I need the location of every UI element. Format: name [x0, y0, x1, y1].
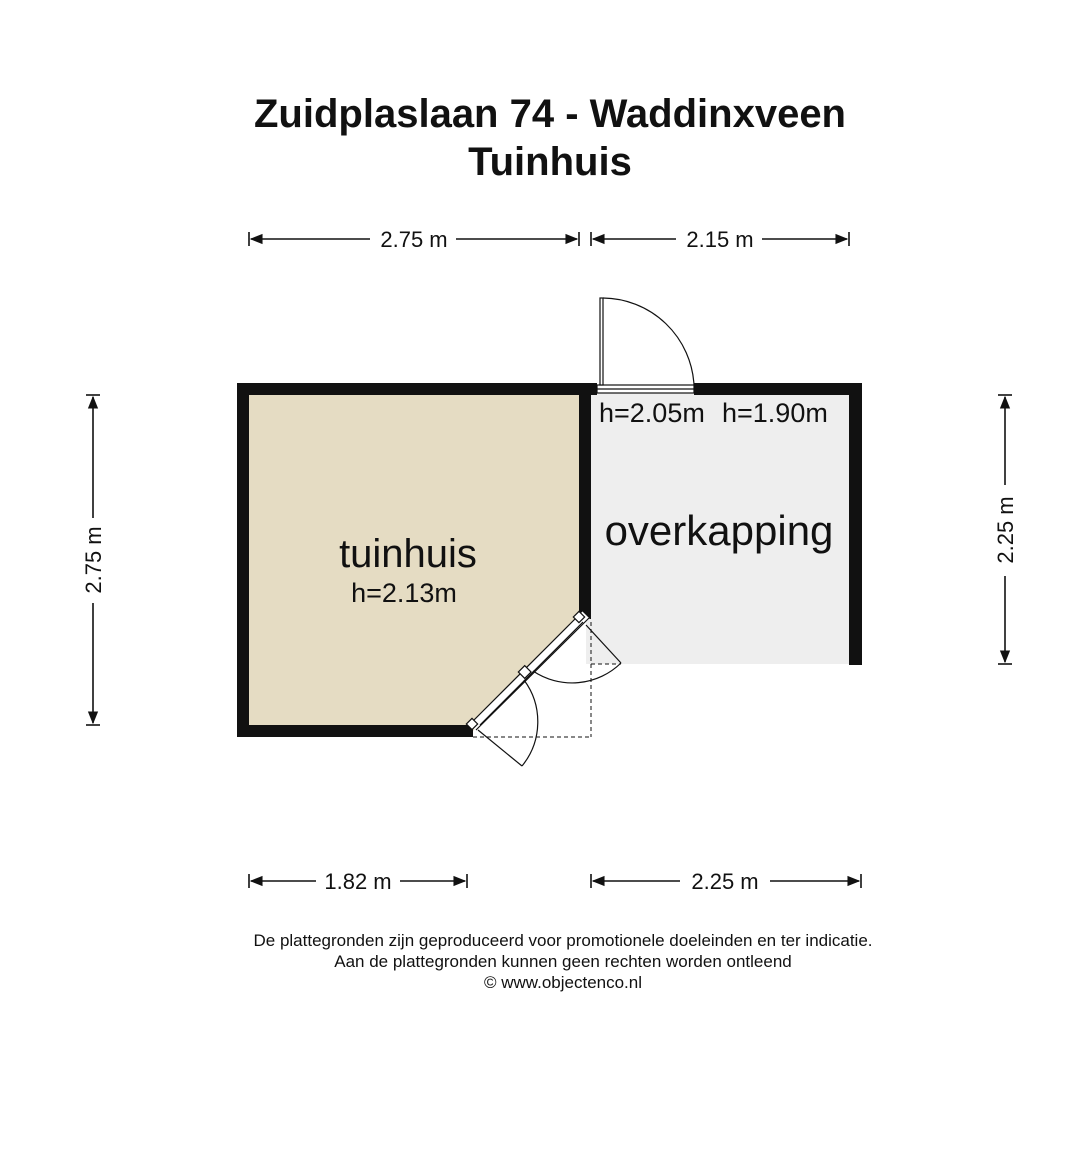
room-overkapping-name: overkapping — [604, 507, 834, 554]
room-overkapping-ceiling-height: h=1.90m — [722, 398, 828, 428]
dim-right: 2.25 m — [993, 496, 1018, 564]
dim-bottom-left: 1.82 m — [324, 869, 392, 894]
copyright: © www.objectenco.nl — [483, 973, 643, 992]
dim-top-left: 2.75 m — [380, 227, 448, 252]
disclaimer-line-1: De plattegronden zijn geproduceerd voor promotionele doeleinden en ter indicatie. — [253, 931, 873, 950]
disclaimer-line-2: Aan de plattegronden kunnen geen rechten worden ontleend — [334, 952, 792, 971]
dim-left: 2.75 m — [81, 526, 106, 594]
room-overkapping-door-height: h=2.05m — [599, 398, 705, 428]
room-tuinhuis-name: tuinhuis — [339, 532, 477, 576]
door-top — [597, 298, 694, 393]
page-title: Zuidplaslaan 74 - Waddinxveen — [254, 92, 846, 136]
dim-bottom-right: 2.25 m — [691, 869, 759, 894]
page-subtitle: Tuinhuis — [468, 140, 632, 184]
disclaimer — [0, 930, 1080, 993]
dim-top-right: 2.15 m — [686, 227, 754, 252]
room-tuinhuis-height: h=2.13m — [351, 578, 457, 608]
